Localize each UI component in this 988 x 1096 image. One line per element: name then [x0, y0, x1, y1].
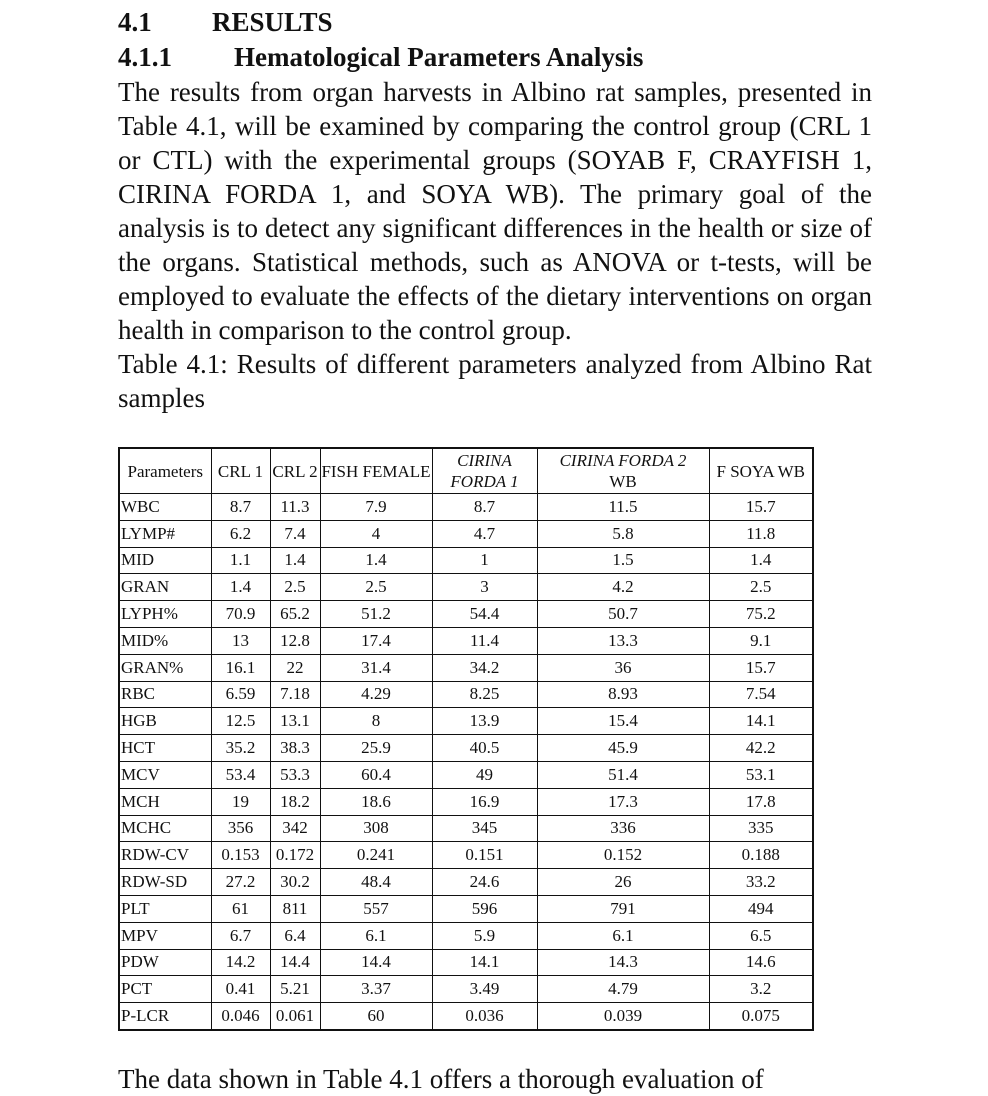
- cell-cirina-forda-1: 4.7: [432, 520, 537, 547]
- cell-crl-1: 8.7: [211, 494, 270, 521]
- cell-cirina-forda-2-wb: 0.039: [537, 1003, 709, 1030]
- cell-fish-female: 4.29: [320, 681, 432, 708]
- cell-parameter: LYPH%: [119, 601, 211, 628]
- cell-cirina-forda-1: 3.49: [432, 976, 537, 1003]
- cell-parameter: MPV: [119, 922, 211, 949]
- cell-crl-1: 0.046: [211, 1003, 270, 1030]
- cell-cirina-forda-1: 8.7: [432, 494, 537, 521]
- cell-crl-2: 22: [270, 654, 320, 681]
- table-row: [119, 601, 813, 628]
- cell-fish-female: 557: [320, 895, 432, 922]
- cell-crl-1: 0.41: [211, 976, 270, 1003]
- cell-f-soya-wb: 14.1: [709, 708, 813, 735]
- cell-cirina-forda-2-wb: 17.3: [537, 788, 709, 815]
- cell-crl-1: 19: [211, 788, 270, 815]
- cell-cirina-forda-1: 16.9: [432, 788, 537, 815]
- cell-crl-2: 342: [270, 815, 320, 842]
- subsection-number: 4.1.1: [118, 42, 172, 72]
- table-row: [119, 922, 813, 949]
- cell-crl-2: 7.18: [270, 681, 320, 708]
- cell-crl-2: 38.3: [270, 735, 320, 762]
- cell-cirina-forda-1: 14.1: [432, 949, 537, 976]
- cell-crl-1: 6.7: [211, 922, 270, 949]
- header-crl-2: CRL 2: [270, 448, 320, 494]
- header-f-soya-wb: F SOYA WB: [709, 448, 813, 494]
- subsection-title: Hematological Parameters Analysis: [234, 42, 644, 72]
- cell-parameter: GRAN%: [119, 654, 211, 681]
- cell-parameter: MID%: [119, 627, 211, 654]
- cell-fish-female: 48.4: [320, 869, 432, 896]
- header-cirina-forda-2-part: CIRINA FORDA 2: [559, 451, 687, 470]
- cell-fish-female: 3.37: [320, 976, 432, 1003]
- cell-f-soya-wb: 7.54: [709, 681, 813, 708]
- cell-crl-1: 6.2: [211, 520, 270, 547]
- cell-f-soya-wb: 6.5: [709, 922, 813, 949]
- cell-crl-1: 70.9: [211, 601, 270, 628]
- table-row: [119, 547, 813, 574]
- cell-crl-1: 35.2: [211, 735, 270, 762]
- cell-parameter: RDW-SD: [119, 869, 211, 896]
- cell-cirina-forda-1: 8.25: [432, 681, 537, 708]
- cell-f-soya-wb: 3.2: [709, 976, 813, 1003]
- cell-cirina-forda-2-wb: 5.8: [537, 520, 709, 547]
- cell-crl-2: 1.4: [270, 547, 320, 574]
- cell-f-soya-wb: 42.2: [709, 735, 813, 762]
- cell-f-soya-wb: 75.2: [709, 601, 813, 628]
- cell-crl-2: 5.21: [270, 976, 320, 1003]
- cell-cirina-forda-1: 40.5: [432, 735, 537, 762]
- cell-cirina-forda-1: 5.9: [432, 922, 537, 949]
- cell-parameter: RDW-CV: [119, 842, 211, 869]
- results-table: [118, 447, 814, 1031]
- table-row: [119, 842, 813, 869]
- cell-parameter: PDW: [119, 949, 211, 976]
- cell-fish-female: 17.4: [320, 627, 432, 654]
- cell-crl-1: 16.1: [211, 654, 270, 681]
- cell-cirina-forda-1: 0.151: [432, 842, 537, 869]
- cell-crl-2: 13.1: [270, 708, 320, 735]
- cell-cirina-forda-2-wb: 6.1: [537, 922, 709, 949]
- cell-cirina-forda-1: 596: [432, 895, 537, 922]
- cell-parameter: RBC: [119, 681, 211, 708]
- cell-fish-female: 308: [320, 815, 432, 842]
- cell-parameter: MID: [119, 547, 211, 574]
- section-heading: [118, 6, 872, 38]
- cell-f-soya-wb: 14.6: [709, 949, 813, 976]
- cell-crl-2: 0.061: [270, 1003, 320, 1030]
- header-cirina-forda-2-wb: [537, 448, 709, 494]
- cell-crl-2: 2.5: [270, 574, 320, 601]
- cell-cirina-forda-2-wb: 36: [537, 654, 709, 681]
- cell-crl-1: 1.4: [211, 574, 270, 601]
- cell-parameter: HCT: [119, 735, 211, 762]
- table-row: [119, 494, 813, 521]
- cell-crl-1: 61: [211, 895, 270, 922]
- table-row: [119, 815, 813, 842]
- cell-f-soya-wb: 11.8: [709, 520, 813, 547]
- cell-cirina-forda-1: 34.2: [432, 654, 537, 681]
- table-row: [119, 708, 813, 735]
- table-body: [119, 494, 813, 1030]
- cell-cirina-forda-1: 24.6: [432, 869, 537, 896]
- cell-parameter: MCV: [119, 761, 211, 788]
- cell-f-soya-wb: 0.188: [709, 842, 813, 869]
- cell-parameter: LYMP#: [119, 520, 211, 547]
- cell-cirina-forda-2-wb: 14.3: [537, 949, 709, 976]
- cell-fish-female: 6.1: [320, 922, 432, 949]
- cell-fish-female: 14.4: [320, 949, 432, 976]
- cell-parameter: PCT: [119, 976, 211, 1003]
- cell-f-soya-wb: 2.5: [709, 574, 813, 601]
- cell-f-soya-wb: 0.075: [709, 1003, 813, 1030]
- cell-fish-female: 1.4: [320, 547, 432, 574]
- cell-cirina-forda-2-wb: 11.5: [537, 494, 709, 521]
- document-page: [118, 0, 872, 415]
- cell-parameter: PLT: [119, 895, 211, 922]
- cell-crl-2: 65.2: [270, 601, 320, 628]
- cell-crl-1: 6.59: [211, 681, 270, 708]
- cell-parameter: P-LCR: [119, 1003, 211, 1030]
- cell-cirina-forda-1: 3: [432, 574, 537, 601]
- table-header-row: [119, 448, 813, 494]
- cell-cirina-forda-2-wb: 50.7: [537, 601, 709, 628]
- cell-f-soya-wb: 15.7: [709, 654, 813, 681]
- cell-fish-female: 60: [320, 1003, 432, 1030]
- cell-cirina-forda-2-wb: 15.4: [537, 708, 709, 735]
- table-row: [119, 1003, 813, 1030]
- cell-fish-female: 18.6: [320, 788, 432, 815]
- table-row: [119, 574, 813, 601]
- cell-cirina-forda-2-wb: 0.152: [537, 842, 709, 869]
- cell-cirina-forda-1: 13.9: [432, 708, 537, 735]
- body-paragraph: The results from organ harvests in Albino rat samples, presented in Table 4.1, will be examined by comparing the control group (CRL 1 or CTL) with the experimental groups (SOYAB F, CRAYFISH 1, CIRINA FORDA 1, and SOYA WB). The primary goal of the analysis is to detect any significant differences in the health or size of the organs. Statistical methods, such as ANOVA or t-tests, will be employed to evaluate the effects of the dietary interventions on organ health in comparison to the control group.: [118, 77, 872, 345]
- table-row: [119, 654, 813, 681]
- trailing-text: The data shown in Table 4.1 offers a thorough evaluation of: [118, 1064, 764, 1094]
- cell-f-soya-wb: 17.8: [709, 788, 813, 815]
- table-row: [119, 869, 813, 896]
- cell-crl-1: 1.1: [211, 547, 270, 574]
- section-title: RESULTS: [212, 7, 333, 37]
- table-row: [119, 761, 813, 788]
- cell-crl-1: 0.153: [211, 842, 270, 869]
- cell-cirina-forda-2-wb: 45.9: [537, 735, 709, 762]
- cell-cirina-forda-1: 49: [432, 761, 537, 788]
- cell-crl-2: 7.4: [270, 520, 320, 547]
- section-number: 4.1: [118, 7, 152, 37]
- cell-fish-female: 31.4: [320, 654, 432, 681]
- cell-cirina-forda-2-wb: 1.5: [537, 547, 709, 574]
- cell-crl-2: 18.2: [270, 788, 320, 815]
- cell-cirina-forda-1: 345: [432, 815, 537, 842]
- cell-crl-2: 0.172: [270, 842, 320, 869]
- cell-f-soya-wb: 1.4: [709, 547, 813, 574]
- cell-parameter: GRAN: [119, 574, 211, 601]
- cell-cirina-forda-2-wb: 4.2: [537, 574, 709, 601]
- cell-crl-1: 27.2: [211, 869, 270, 896]
- cell-cirina-forda-1: 1: [432, 547, 537, 574]
- cell-fish-female: 25.9: [320, 735, 432, 762]
- table-row: [119, 627, 813, 654]
- cell-crl-1: 14.2: [211, 949, 270, 976]
- table-row: [119, 895, 813, 922]
- cell-f-soya-wb: 53.1: [709, 761, 813, 788]
- header-parameters: Parameters: [119, 448, 211, 494]
- table-row: [119, 976, 813, 1003]
- cell-f-soya-wb: 15.7: [709, 494, 813, 521]
- cell-parameter: MCH: [119, 788, 211, 815]
- cell-parameter: WBC: [119, 494, 211, 521]
- header-fish-female: FISH FEMALE: [320, 448, 432, 494]
- header-wb-part: WB: [609, 472, 637, 491]
- cell-cirina-forda-1: 11.4: [432, 627, 537, 654]
- cell-crl-2: 12.8: [270, 627, 320, 654]
- cell-crl-1: 12.5: [211, 708, 270, 735]
- cell-crl-1: 53.4: [211, 761, 270, 788]
- cell-parameter: HGB: [119, 708, 211, 735]
- cell-crl-2: 11.3: [270, 494, 320, 521]
- cell-crl-2: 30.2: [270, 869, 320, 896]
- cell-f-soya-wb: 494: [709, 895, 813, 922]
- cell-f-soya-wb: 9.1: [709, 627, 813, 654]
- cell-cirina-forda-1: 0.036: [432, 1003, 537, 1030]
- table-row: [119, 681, 813, 708]
- header-cirina-forda-1: CIRINA FORDA 1: [432, 448, 537, 494]
- cell-cirina-forda-2-wb: 26: [537, 869, 709, 896]
- cell-cirina-forda-2-wb: 791: [537, 895, 709, 922]
- cell-f-soya-wb: 335: [709, 815, 813, 842]
- cell-crl-1: 13: [211, 627, 270, 654]
- cell-crl-2: 53.3: [270, 761, 320, 788]
- cell-cirina-forda-2-wb: 8.93: [537, 681, 709, 708]
- table-caption: Table 4.1: Results of different parameters analyzed from Albino Rat samples: [118, 349, 872, 413]
- cell-fish-female: 4: [320, 520, 432, 547]
- cell-crl-2: 811: [270, 895, 320, 922]
- subsection-heading: [118, 41, 872, 73]
- cell-cirina-forda-2-wb: 51.4: [537, 761, 709, 788]
- table-row: [119, 735, 813, 762]
- table-row: [119, 788, 813, 815]
- cell-crl-1: 356: [211, 815, 270, 842]
- cell-crl-2: 14.4: [270, 949, 320, 976]
- cell-fish-female: 8: [320, 708, 432, 735]
- cell-crl-2: 6.4: [270, 922, 320, 949]
- cell-fish-female: 2.5: [320, 574, 432, 601]
- table-row: [119, 520, 813, 547]
- cell-cirina-forda-1: 54.4: [432, 601, 537, 628]
- cell-cirina-forda-2-wb: 4.79: [537, 976, 709, 1003]
- cell-fish-female: 7.9: [320, 494, 432, 521]
- cell-f-soya-wb: 33.2: [709, 869, 813, 896]
- cell-cirina-forda-2-wb: 336: [537, 815, 709, 842]
- cell-fish-female: 51.2: [320, 601, 432, 628]
- header-crl-1: CRL 1: [211, 448, 270, 494]
- cell-cirina-forda-2-wb: 13.3: [537, 627, 709, 654]
- cell-parameter: MCHC: [119, 815, 211, 842]
- cell-fish-female: 0.241: [320, 842, 432, 869]
- table-row: [119, 949, 813, 976]
- cell-fish-female: 60.4: [320, 761, 432, 788]
